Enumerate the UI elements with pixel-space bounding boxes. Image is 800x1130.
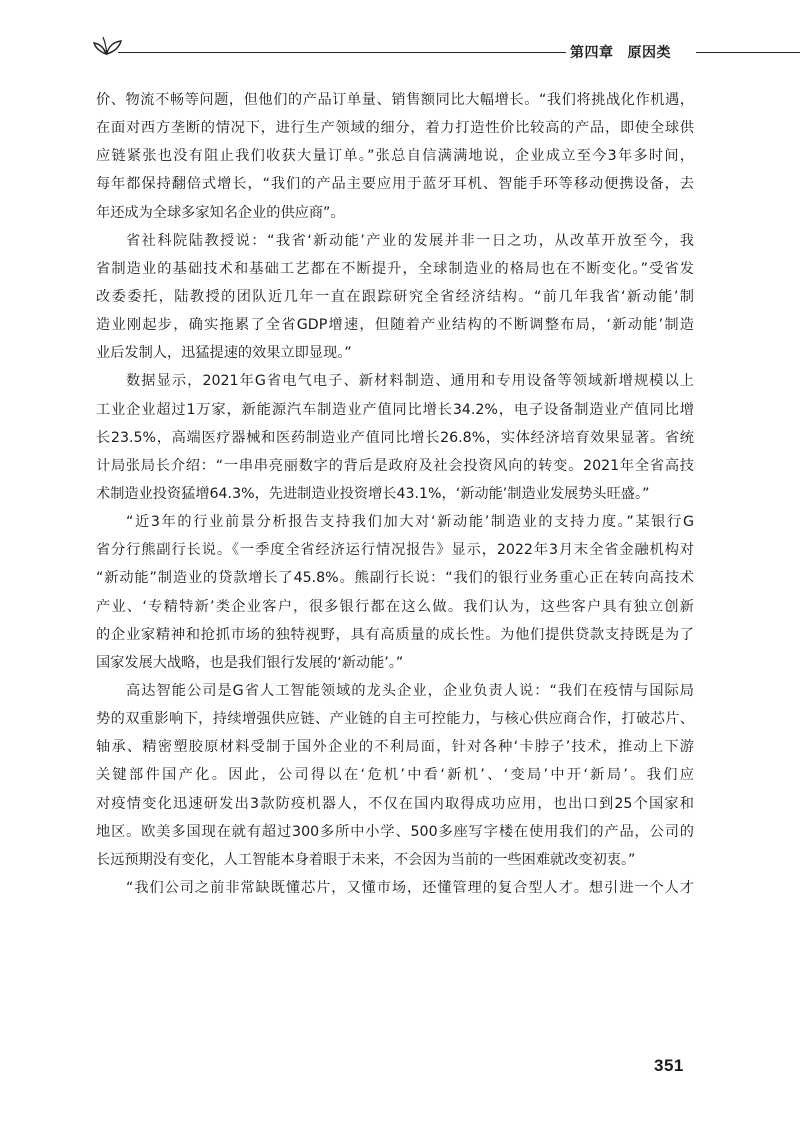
text-line: 年还成为全球多家知名企业的供应商”。 [96, 204, 345, 221]
text-line: 在面对西方垄断的情况下，进行生产领域的细分，着力打造性价比较高的产品，即使全球供 [96, 120, 694, 137]
paragraph [96, 227, 694, 368]
text-line: 应链紧张也没有阻止我们收获大量订单。”张总自信满满地说，企业成立至今3年多时间， [96, 148, 694, 165]
text-line: 计局张局长介绍：“一串串亮丽数字的背后是政府及社会投资风向的转变。2021年全省高技 [96, 457, 694, 474]
text-line: “新动能”制造业的贷款增长了45.8%。熊副行长说：“我们的银行业务重心正在转向高技术 [96, 570, 694, 587]
paragraph [96, 86, 694, 227]
paragraph [96, 367, 694, 508]
text-line: 高达智能公司是G省人工智能领域的龙头企业，企业负责人说：“我们在疫情与国际局 [126, 682, 694, 699]
text-line: 省分行熊副行长说。《一季度全省经济运行情况报告》显示，2022年3月末全省金融机构对 [96, 542, 694, 559]
text-line: 价、物流不畅等问题，但他们的产品订单量、销售额同比大幅增长。“我们将挑战化作机遇， [96, 92, 694, 108]
text-line: 地区。欧美多国现在就有超过300多所中小学、500多座写字楼在使用我们的产品，公司的 [96, 823, 694, 840]
text-line: 造业刚起步，确实拖累了全省GDP增速，但随着产业结构的不断调整布局，‘新动能’制造 [96, 317, 694, 334]
text-line: 省社科院陆教授说：“我省‘新动能’产业的发展并非一日之功，从改革开放至今，我 [126, 232, 694, 249]
text-line: 国家发展大战略，也是我们银行发展的‘新动能’。” [96, 654, 404, 671]
paragraph [96, 508, 694, 677]
text-line: 长远预期没有变化，人工智能本身着眼于未来，不会因为当前的一些困难就改变初衷。” [96, 851, 636, 868]
header-rule-left [118, 52, 566, 53]
chapter-title [570, 42, 671, 62]
chapter-section: 原因类 [627, 45, 671, 61]
paragraph [96, 874, 694, 902]
text-line: 术制造业投资猛增64.3%，先进制造业投资增长43.1%，‘新动能’制造业发展势头旺盛。” [96, 485, 650, 502]
text-line: 业后发制人，迅猛提速的效果立即显现。” [96, 345, 352, 362]
body-text [96, 86, 694, 902]
text-line: 改委委托，陆教授的团队近几年一直在跟踪研究全省经济结构。“前几年我省‘新动能’制 [96, 288, 694, 305]
page-number: 351 [654, 1056, 684, 1075]
text-line: 省制造业的基础技术和基础工艺都在不断提升，全球制造业的格局也在不断变化。”受省发 [96, 260, 694, 277]
text-line: 的企业家精神和抢抓市场的独特视野，具有高质量的成长性。为他们提供贷款支持既是为了 [96, 626, 694, 643]
text-line: 长23.5%，高端医疗器械和医药制造业产值同比增长26.8%，实体经济培育效果显著。省统 [96, 429, 694, 446]
paragraph [96, 677, 694, 874]
text-line: “近3年的行业前景分析报告支持我们加大对‘新动能’制造业的支持力度。”某银行G [126, 514, 694, 531]
text-line: 关键部件国产化。因此，公司得以在‘危机’中看‘新机’、‘变局’中开‘新局’。我们应 [96, 767, 694, 784]
chapter-number: 第四章 [570, 45, 614, 61]
text-line: 势的双重影响下，持续增强供应链、产业链的自主可控能力，与核心供应商合作，打破芯片、 [96, 711, 694, 728]
text-line: 产业、‘专精特新’类企业客户，很多银行都在这么做。我们认为，这些客户具有独立创新 [96, 598, 694, 615]
text-line: 每年都保持翻倍式增长，“我们的产品主要应用于蓝牙耳机、智能手环等移动便携设备，去 [96, 176, 694, 193]
text-line: 数据显示，2021年G省电气电子、新材料制造、通用和专用设备等领域新增规模以上 [126, 373, 694, 390]
text-line: “我们公司之前非常缺既懂芯片，又懂市场，还懂管理的复合型人才。想引进一个人才 [126, 879, 694, 896]
text-line: 工业企业超过1万家，新能源汽车制造业产值同比增长34.2%，电子设备制造业产值同比增 [96, 401, 694, 418]
running-header [92, 30, 708, 70]
text-line: 对疫情变化迅速研发出3款防疫机器人，不仅在国内取得成功应用，也出口到25个国家和 [96, 795, 694, 812]
header-rule-right [696, 52, 800, 53]
leaf-logo-icon [92, 30, 124, 60]
text-line: 轴承、精密塑胶原材料受制于国外企业的不利局面，针对各种‘卡脖子’技术，推动上下游 [96, 739, 694, 756]
